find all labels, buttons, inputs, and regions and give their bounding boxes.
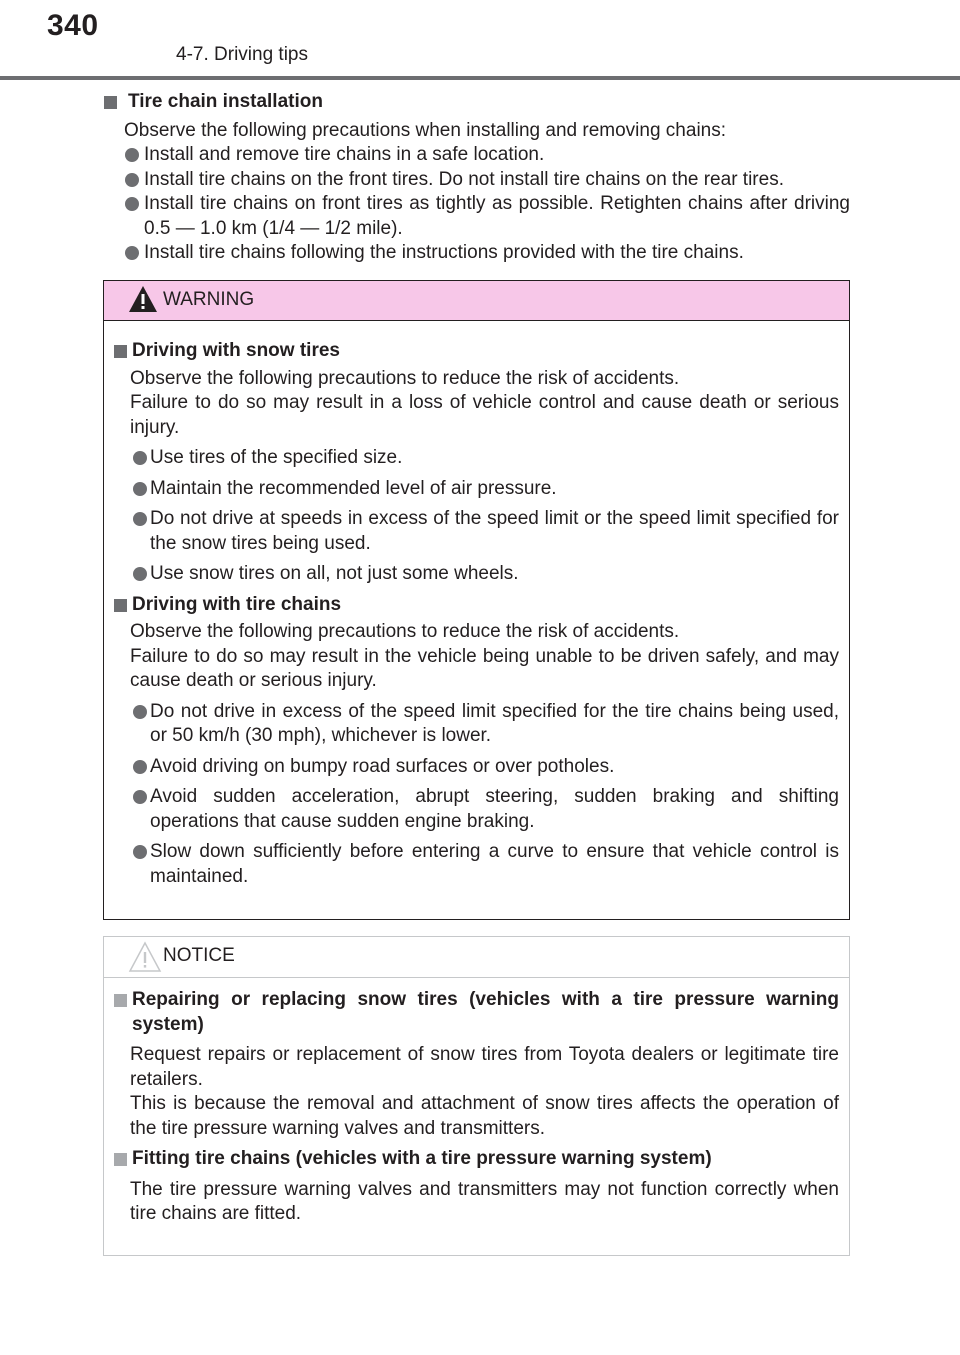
bullet-dot-icon [133, 567, 147, 581]
list-item: Install and remove tire chains in a safe location. [104, 143, 850, 168]
page-number: 340 [47, 9, 99, 42]
list-item: Do not drive at speeds in excess of the speed limit or the speed limit specified for the snow tires being used. [114, 507, 839, 556]
square-bullet-icon [114, 599, 127, 612]
list-item: Avoid sudden acceleration, abrupt steering, sudden braking and shifting operations that cause sudden engine braking. [114, 785, 839, 834]
tire-chains-risk: Failure to do so may result in the vehicle being unable to be driven safely, and may cause death or serious injury. [130, 645, 839, 691]
bullet-dot-icon [133, 512, 147, 526]
notice-label: NOTICE [163, 945, 235, 966]
header-rule [0, 76, 960, 80]
list-item: Do not drive in excess of the speed limit specified for the tire chains being used, or 50 km/h (30 mph), whichever is lower. [114, 700, 839, 749]
notice-header [104, 937, 849, 978]
list-item: Install tire chains following the instructions provided with the tire chains. [104, 241, 850, 266]
list-item: Slow down sufficiently before entering a curve to ensure that vehicle control is maintained. [114, 840, 839, 889]
snow-tires-risk: Failure to do so may result in a loss of vehicle control and cause death or serious injury. [130, 392, 839, 438]
tire-chain-heading: Tire chain installation [104, 90, 850, 115]
repair-reason: This is because the removal and attachment of snow tires affects the operation of the tire pressure warning valves and transmitters. [130, 1093, 839, 1139]
tire-chains-intro: Observe the following precautions to reduce the risk of accidents. [130, 621, 680, 642]
warning-body [114, 339, 839, 889]
list-item: Use snow tires on all, not just some wheels. [114, 562, 839, 587]
tire-chains-heading: Driving with tire chains [114, 593, 839, 618]
list-item: Maintain the recommended level of air pressure. [114, 477, 839, 502]
bullet-dot-icon [133, 705, 147, 719]
bullet-dot-icon [133, 451, 147, 465]
bullet-dot-icon [133, 790, 147, 804]
square-bullet-icon [114, 345, 127, 358]
warning-header [104, 281, 849, 321]
bullet-dot-icon [133, 845, 147, 859]
square-bullet-icon [114, 994, 127, 1007]
notice-box [103, 936, 850, 1256]
square-bullet-icon [104, 96, 117, 109]
warning-triangle-icon [128, 285, 158, 313]
warning-box [103, 280, 850, 920]
repair-heading: Repairing or replacing snow tires (vehicles with a tire pressure warning system) [114, 988, 839, 1037]
snow-tires-intro: Observe the following precautions to reduce the risk of accidents. [130, 367, 680, 389]
bullet-dot-icon [125, 148, 139, 162]
section-title: 4-7. Driving tips [176, 44, 308, 65]
list-item: Install tire chains on front tires as tightly as possible. Retighten chains after driving 0.5 — 1.0 km (1/4 — 1/2 mile). [104, 192, 850, 241]
snow-tires-heading: Driving with snow tires [114, 339, 839, 364]
fitting-heading: Fitting tire chains (vehicles with a tire pressure warning system) [114, 1147, 839, 1172]
square-bullet-icon [114, 1153, 127, 1166]
list-item: Install tire chains on the front tires. Do not install tire chains on the rear tires. [104, 168, 850, 193]
page-header [0, 0, 960, 80]
list-item: Avoid driving on bumpy road surfaces or over potholes. [114, 755, 839, 780]
bullet-dot-icon [125, 197, 139, 211]
bullet-dot-icon [125, 246, 139, 260]
bullet-dot-icon [133, 760, 147, 774]
bullet-dot-icon [133, 482, 147, 496]
tire-chain-intro: Observe the following precautions when installing and removing chains: [124, 119, 727, 141]
notice-body [114, 988, 839, 1227]
bullet-dot-icon [125, 173, 139, 187]
repair-text: Request repairs or replacement of snow tires from Toyota dealers or legitimate tire retailers. [130, 1044, 839, 1090]
fitting-text: The tire pressure warning valves and transmitters may not function correctly when tire chains are fitted. [130, 1178, 839, 1224]
list-item: Use tires of the specified size. [114, 446, 839, 471]
caution-triangle-icon [128, 941, 162, 973]
tire-chain-section [104, 90, 850, 266]
warning-label: WARNING [163, 289, 255, 310]
